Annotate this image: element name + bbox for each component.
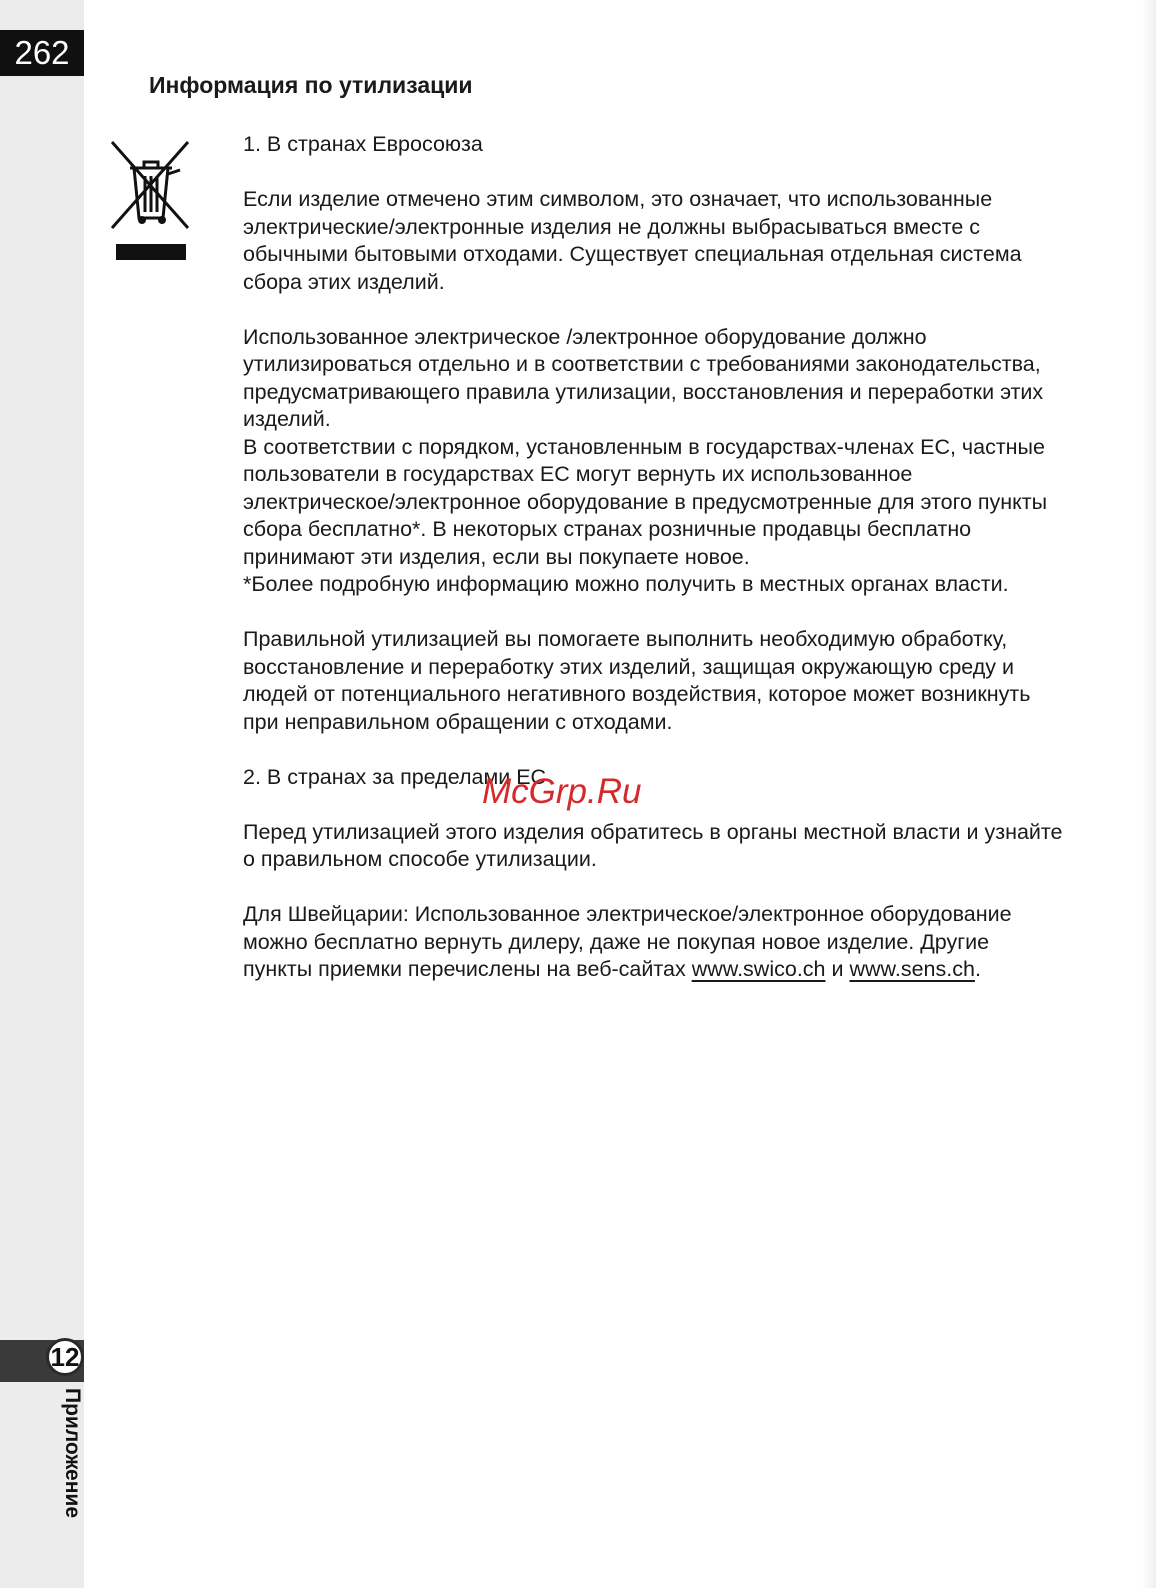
- swico-link[interactable]: www.swico.ch: [691, 957, 826, 981]
- paragraph-private-users: В соответствии с порядком, установленным в государствах-членах ЕС, частные пользователи в государствах ЕС могут вернуть их использованное электрическое/электронное оборудование в предусмотренные для этого пункты сбора бесплатно*. В некоторых странах розничные продавцы бесплатно принимают эти изделия, если вы покупаете новое.: [243, 434, 1048, 569]
- switzerland-text: Для Швейцарии: Использованное электрическое/электронное оборудование можно бесплатно вернуть дилеру, даже не покупая новое изделие. Другие пункты приемки перечислены на веб-сайтах: [243, 902, 1012, 981]
- paragraph-outside-eu: Перед утилизацией этого изделия обратитесь в органы местной власти и узнайте о правильном способе утилизации.: [243, 819, 1063, 871]
- closing-period: .: [974, 957, 981, 981]
- conjunction: и: [831, 957, 844, 981]
- section1-title: 1. В странах Евросоюза: [243, 132, 483, 156]
- disposal-content: [243, 131, 1063, 1011]
- page-edge: [1142, 0, 1156, 1588]
- chapter-title: Приложение: [61, 1388, 84, 1519]
- paragraph-environment: Правильной утилизацией вы помогаете выполнить необходимую обработку, восстановление и переработку этих изделий, защищая окружающую среду и людей от потенциального негативного воздействия, которое может возникнуть при неправильном обращении с отходами.: [243, 627, 1031, 734]
- page-number: 262: [0, 30, 84, 76]
- chapter-number: 12: [46, 1338, 84, 1376]
- page-heading: Информация по утилизации: [149, 72, 473, 98]
- paragraph-footnote: *Более подробную информацию можно получить в местных органах власти.: [243, 572, 1009, 596]
- watermark: McGrp.Ru: [482, 772, 642, 811]
- sens-link[interactable]: www.sens.ch: [849, 957, 975, 981]
- paragraph-eu-symbol: Если изделие отмечено этим символом, это означает, что использованные электрические/электронные изделия не должны выбрасываться вместе с обычными бытовыми отходами. Существует специальная отдельная система сбора этих изделий.: [243, 187, 1022, 294]
- paragraph-switzerland: [243, 901, 1063, 984]
- weee-bin-icon: [108, 140, 194, 266]
- paragraph-separate-disposal: Использованное электрическое /электронное оборудование должно утилизироваться отдельно и в соответствии с требованиями законодательства, предусматривающего правила утилизации, восстановления и переработки этих изделий.: [243, 324, 1044, 431]
- section2-title: 2. В странах за пределами ЕС: [243, 764, 547, 789]
